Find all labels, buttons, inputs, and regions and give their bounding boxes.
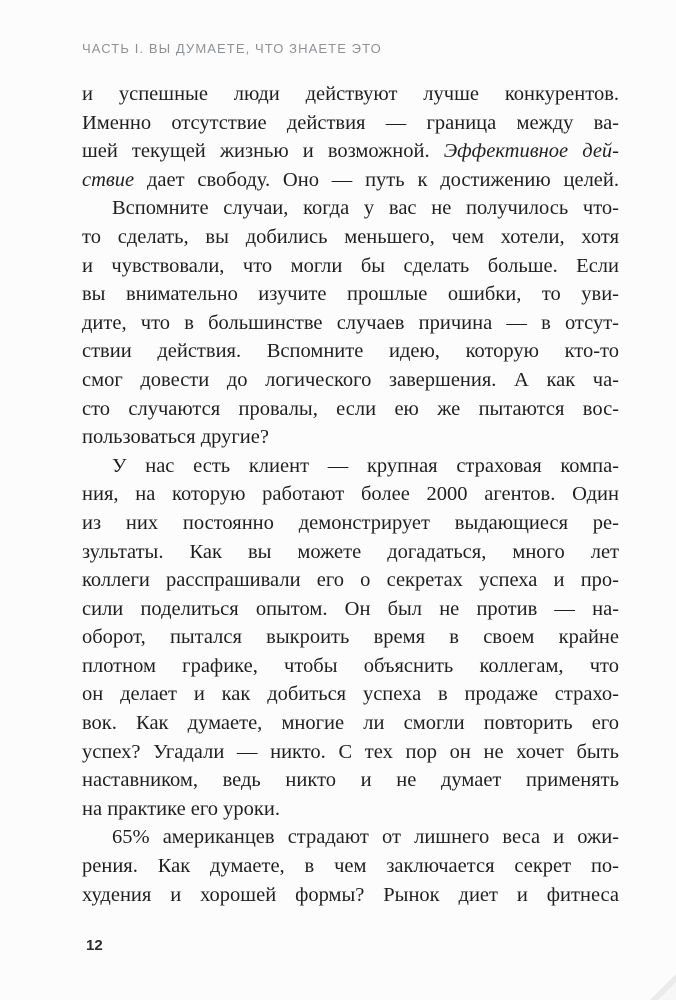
text-run: оборот, пытался выкроить время в своем крайне [82,626,619,649]
text-line [82,423,619,452]
text-run: худения и хорошей формы? Рынок диет и фитнеса [82,883,619,906]
text-line [82,337,619,366]
text-line [82,166,619,195]
page-corner-curl-inner [658,982,676,1000]
text-run: сили поделиться опытом. Он был не против — на- [82,597,619,620]
text-line [82,509,619,538]
text-run: рения. Как думаете, в чем заключается секрет по- [82,855,619,878]
text-run: пользоваться другие? [82,426,269,449]
text-run: успех? Угадали — никто. С тех пор он не хочет быть [82,740,619,763]
text-line [82,480,619,509]
italic-text-run: Эффективное дей- [443,140,619,163]
paragraph [82,452,619,824]
paragraph [82,80,619,194]
text-line [82,881,619,910]
text-run: ния, на которую работают более 2000 агентов. Один [82,483,619,506]
text-run: Именно отсутствие действия — граница между ва- [82,111,619,134]
body-text [82,80,619,909]
text-run: зультаты. Как вы можете догадаться, много лет [82,540,619,563]
text-line [82,623,619,652]
text-run: и успешные люди действуют лучше конкурентов. [82,83,619,105]
text-run: шей текущей жизнью и возможной. [82,140,444,163]
text-line [82,80,619,109]
text-run: на практике его уроки. [82,797,280,820]
text-run: Вспомните случаи, когда у вас не получилось что- [112,197,619,220]
text-line [82,452,619,481]
text-line [82,680,619,709]
text-run: из них постоянно демонстрирует выдающиеся ре- [82,511,619,534]
text-line [82,795,619,824]
running-header: ЧАСТЬ I. ВЫ ДУМАЕТЕ, ЧТО ЗНАЕТЕ ЭТО [82,41,382,56]
text-line [82,566,619,595]
text-run: наставником, ведь никто и не думает применять [82,769,619,792]
text-line [82,194,619,223]
text-line [82,652,619,681]
text-line [82,595,619,624]
text-line [82,852,619,881]
paragraph [82,823,619,909]
text-line [82,395,619,424]
text-run: он делает и как добиться успеха в продаже страхо- [82,683,619,706]
text-line [82,137,619,166]
paragraph [82,194,619,451]
text-line [82,738,619,767]
text-line [82,709,619,738]
text-line [82,252,619,281]
text-run: сто случаются провалы, если ею же пытаются вос- [82,397,619,420]
text-run: то сделать, вы добились меньшего, чем хотели, хотя [82,225,619,248]
text-run: вы внимательно изучите прошлые ошибки, то уви- [82,283,619,306]
text-run: смог довести до логического завершения. А как ча- [82,368,619,391]
text-run: коллеги расспрашивали его о секретах успеха и про- [82,569,619,592]
italic-text-run: ствие [82,168,135,191]
text-run: дите, что в большинстве случаев причина — в отсут- [82,311,619,334]
text-run: 65% американцев страдают от лишнего веса и ожи- [112,826,619,849]
text-run: ствии действия. Вспомните идею, которую кто-то [82,340,619,363]
text-run: У нас есть клиент — крупная страховая компа- [112,454,619,477]
text-line [82,109,619,138]
text-line [82,223,619,252]
text-line [82,766,619,795]
text-line [82,538,619,567]
text-run: дает свободу. Оно — путь к достижению целей. [134,168,619,191]
text-line [82,823,619,852]
text-line [82,366,619,395]
text-run: плотном графике, чтобы объяснить коллегам, что [82,654,619,677]
page-number: 12 [86,937,103,954]
text-run: и чувствовали, что могли бы сделать больше. Если [82,254,619,277]
text-run: вок. Как думаете, многие ли смогли повторить его [82,712,619,735]
text-line [82,309,619,338]
text-line [82,280,619,309]
